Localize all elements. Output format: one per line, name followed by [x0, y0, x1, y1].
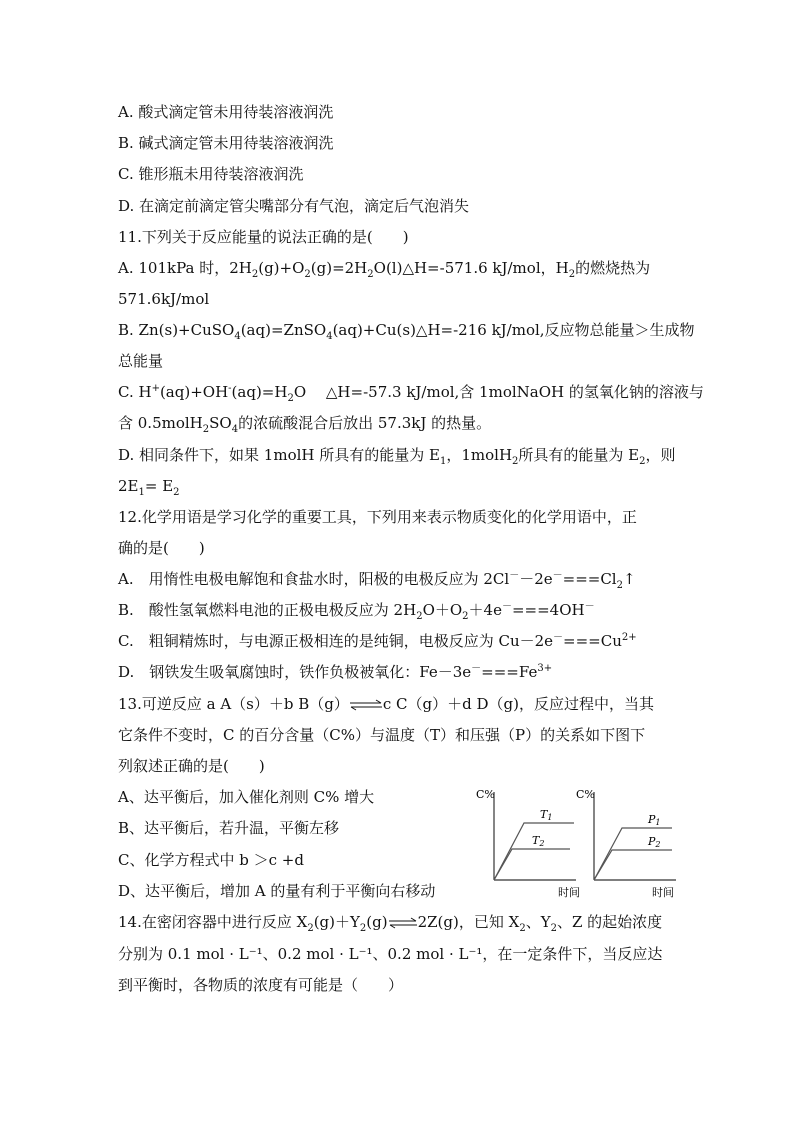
q10-option-b: B. 碱式滴定管未用待装溶液润洗 [118, 134, 334, 152]
graph1-curve-t2 [494, 849, 570, 880]
q11-option-c-cont: 含 $0.5molH_2SO_4$的浓硫酸混合后放出 57.3kJ 的热量。 [118, 414, 492, 435]
q13-option-c: C、化学方程式中 b ＞c +d [118, 851, 304, 869]
q12-option-c: C. 粗铜精炼时，与电源正极相连的是纯铜，电极反应为 $Cu-2e^-===Cu^{2+}$ [118, 632, 637, 650]
graph1-label-t2: T2 [532, 834, 545, 848]
graph2-curve-p1 [594, 828, 672, 880]
graph1-label-t1: T1 [540, 808, 553, 822]
q11-option-a-cont: 571.6kJ/mol [118, 290, 210, 308]
q12-option-b: B. 酸性氢氧燃料电池的正极电极反应为 $2H_2O+O_2+4e^-===4OH^-$ [118, 601, 595, 622]
q11-option-b: B. Zn(s)+CuSO$_4$(aq)=ZnSO$_4$(aq)+Cu(s)△H=-216 kJ/mol,反应物总能量＞生成物 [118, 321, 695, 342]
q11-option-d: D. 相同条件下，如果 1molH 所具有的能量为 $E_1$，1molH$_2$所具有的能量为 $E_2$，则 [118, 446, 676, 467]
q13-option-b: B、达平衡后，若升温，平衡左移 [118, 819, 340, 837]
pressure-graph [572, 782, 680, 902]
graph1-curve-t1 [494, 823, 574, 880]
q13-option-d: D、达平衡后，增加 A 的量有利于平衡向右移动 [118, 882, 436, 900]
q11-option-c: C. $H^+(aq)+OH^-(aq)=H_2O$ △H=-57.3 kJ/mol,含 1molNaOH 的氢氧化钠的溶液与 [118, 383, 704, 404]
q11-option-b-cont: 总能量 [118, 352, 164, 370]
graph1-xlabel: 时间 [558, 886, 580, 899]
q12-option-a: A. 用惰性电极电解饱和食盐水时，阳极的电极反应为 $2Cl^--2e^-===Cl_2↑$ [118, 570, 636, 591]
equilibrium-arrow-icon [388, 917, 418, 929]
q14-stem-line2: 分别为 0.1 mol · L⁻¹、0.2 mol · L⁻¹、0.2 mol · L⁻¹，在一定条件下，当反应达 [118, 945, 663, 963]
q11-stem: 11.下列关于反应能量的说法正确的是( ) [118, 228, 409, 246]
q13-option-a: A、达平衡后，加入催化剂则 C% 增大 [118, 788, 375, 806]
q12-option-d: D. 钢铁发生吸氧腐蚀时，铁作负极被氧化：$Fe-3e^-===Fe^{3+}$ [118, 663, 553, 681]
q11-option-d-cont: $2E_1= E_2$ [118, 477, 180, 498]
q13-stem-line3: 列叙述正确的是( ) [118, 757, 265, 775]
q10-option-c: C. 锥形瓶未用待装溶液润洗 [118, 165, 304, 183]
graph2-label-p2: P2 [648, 835, 661, 849]
equilibrium-arrow-icon [349, 699, 383, 711]
q10-option-d: D. 在滴定前滴定管尖嘴部分有气泡，滴定后气泡消失 [118, 197, 470, 215]
q14-stem-line3: 到平衡时，各物质的浓度有可能是（ ） [118, 976, 404, 994]
q13-stem-line1: 13.可逆反应 a A（s）＋b B（g） c C（g）＋d D（g)，反应过程中，当其 [118, 695, 654, 713]
q12-stem-line2: 确的是( ) [118, 539, 205, 557]
graph2-label-p1: P1 [648, 813, 661, 827]
q13-stem-line2: 它条件不变时，C 的百分含量（C%）与温度（T）和压强（P）的关系如下图下 [118, 726, 646, 744]
graph2-ylabel: C% [576, 788, 595, 801]
q14-stem-line1: 14.在密闭容器中进行反应 $X_2(g)+Y_2(g)$ 2Z(g)，已知 $X_2$、$Y_2$、Z 的起始浓度 [118, 913, 663, 934]
graph2-curve-p2 [594, 850, 672, 880]
graph1-ylabel: C% [476, 788, 495, 801]
q10-option-a: A. 酸式滴定管未用待装溶液润洗 [118, 103, 334, 121]
graph2-xlabel: 时间 [652, 886, 674, 899]
q12-stem-line1: 12.化学用语是学习化学的重要工具，下列用来表示物质变化的化学用语中，正 [118, 508, 637, 526]
temperature-graph [472, 782, 580, 902]
q11-option-a: A. 101kPa 时，$2H_2(g)+O_2(g)=2H_2O(l)\triangle H=-571.6$ kJ/mol，$H_2$的燃烧热为 [118, 259, 651, 280]
